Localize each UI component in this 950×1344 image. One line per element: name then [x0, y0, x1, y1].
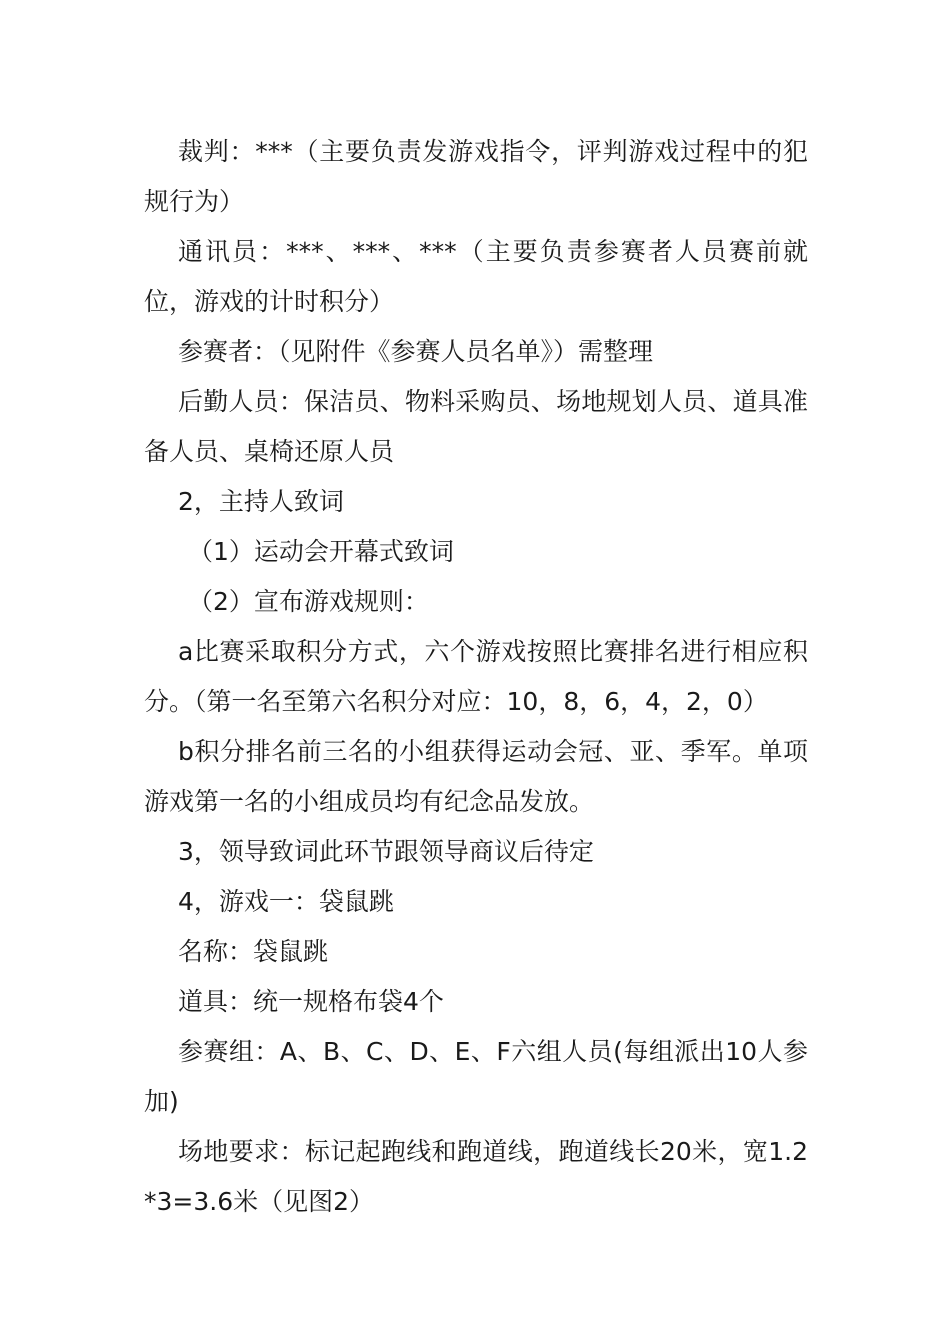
paragraph-game-one: 4，游戏一：袋鼠跳: [178, 887, 394, 916]
paragraph-logistics: 后勤人员：保洁员、物料采购员、场地规划人员、道具准备人员、桌椅还原人员: [144, 387, 808, 466]
paragraph-rule-a: a比赛采取积分方式，六个游戏按照比赛排名进行相应积分。（第一名至第六名积分对应：10，8，6，4，2，0）: [144, 637, 808, 716]
paragraph-announce-rules: （2）宣布游戏规则：: [188, 587, 429, 616]
paragraph-props: 道具：统一规格布袋4个: [178, 987, 444, 1016]
paragraph-game-name: 名称：袋鼠跳: [178, 937, 329, 966]
paragraph-teams: 参赛组：A、B、C、D、E、F六组人员(每组派出10人参加): [144, 1037, 808, 1116]
paragraph-opening-speech: （1）运动会开幕式致词: [188, 537, 454, 566]
paragraph-host-speech: 2，主持人致词: [178, 487, 344, 516]
document-body: [144, 127, 808, 1227]
paragraph-leader-speech: 3，领导致词此环节跟领导商议后待定: [178, 837, 594, 866]
paragraph-messenger: 通讯员：***、***、***（主要负责参赛者人员赛前就位，游戏的计时积分）: [144, 237, 808, 316]
paragraph-referee: 裁判：***（主要负责发游戏指令，评判游戏过程中的犯规行为）: [144, 137, 808, 216]
paragraph-participants: 参赛者：（见附件《参赛人员名单》）需整理: [178, 337, 654, 366]
paragraph-venue: 场地要求：标记起跑线和跑道线，跑道线长20米，宽1.2*3=3.6米（见图2）: [144, 1137, 808, 1216]
paragraph-rule-b: b积分排名前三名的小组获得运动会冠、亚、季军。单项游戏第一名的小组成员均有纪念品发放。: [144, 737, 808, 816]
